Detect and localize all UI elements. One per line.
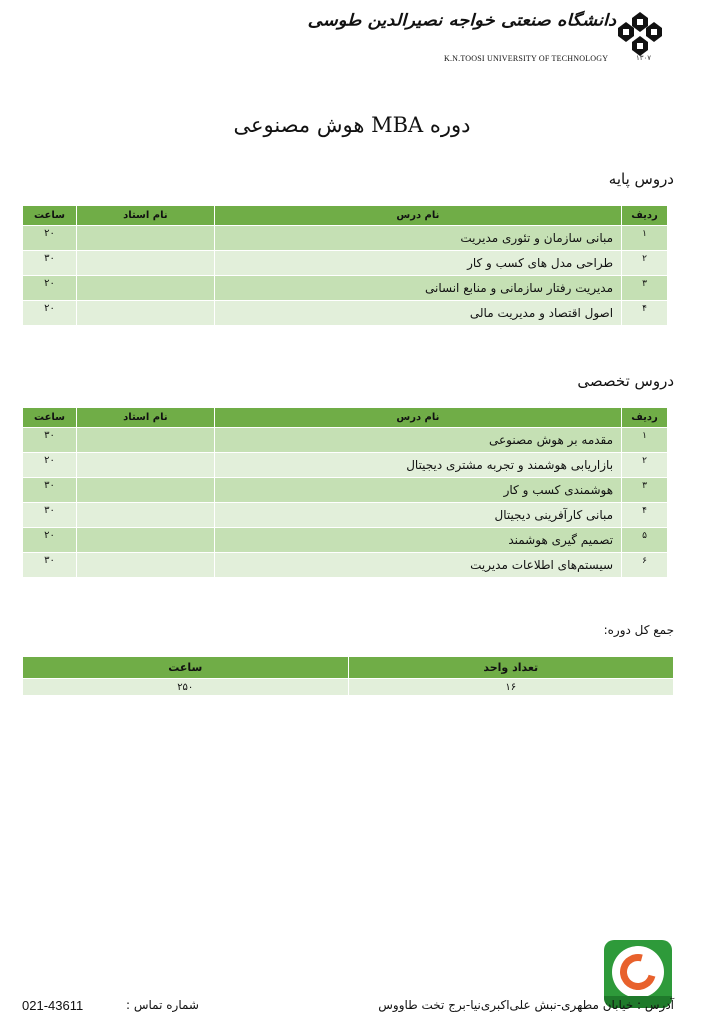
- row-number: ۱: [622, 226, 668, 251]
- header-total-hours: ساعت: [23, 657, 349, 679]
- teacher-name: [76, 503, 214, 528]
- course-name: بازاریابی هوشمند و تجربه مشتری دیجیتال: [214, 453, 621, 478]
- basic-courses-table: [22, 205, 668, 326]
- table-row: [23, 251, 668, 276]
- row-number: ۳: [622, 478, 668, 503]
- row-number: ۲: [622, 251, 668, 276]
- course-name: هوشمندی کسب و کار: [214, 478, 621, 503]
- teacher-name: [76, 276, 214, 301]
- course-hours: ۲۰: [23, 301, 77, 326]
- course-name: طراحی مدل های کسب و کار: [214, 251, 621, 276]
- header-hours: ساعت: [23, 408, 77, 428]
- header-teacher: نام استاد: [76, 408, 214, 428]
- row-number: ۳: [622, 276, 668, 301]
- table-row: [23, 453, 668, 478]
- course-name: مدیریت رفتار سازمانی و منابع انسانی: [214, 276, 621, 301]
- table-row: [23, 478, 668, 503]
- footer: [22, 998, 674, 1018]
- row-number: ۲: [622, 453, 668, 478]
- university-header: [307, 8, 698, 64]
- table-row: [23, 276, 668, 301]
- header-course-name: نام درس: [214, 206, 621, 226]
- header-teacher: نام استاد: [76, 206, 214, 226]
- course-hours: ۲۰: [23, 226, 77, 251]
- university-name-en: K.N.TOOSI UNIVERSITY OF TECHNOLOGY: [444, 54, 609, 63]
- row-number: ۱: [622, 428, 668, 453]
- specialized-courses-table: [22, 407, 668, 578]
- row-number: ۶: [622, 553, 668, 578]
- table-row: [23, 553, 668, 578]
- address: آدرس : خیابان مطهری-نبش علی‌اکبری‌نیا-برج تخت طاووس: [378, 998, 674, 1012]
- table-row: [23, 528, 668, 553]
- page-title: دوره MBA هوش مصنوعی: [233, 113, 471, 137]
- table-row: [23, 679, 674, 696]
- course-name: سیستم‌های اطلاعات مدیریت: [214, 553, 621, 578]
- phone-label: شماره تماس :: [126, 998, 199, 1012]
- table-row: [23, 226, 668, 251]
- basic-courses-title: دروس پایه: [608, 170, 674, 188]
- course-hours: ۲۰: [23, 528, 77, 553]
- university-name-script: دانشگاه صنعتی خواجه نصیرالدین طوسی: [307, 11, 616, 30]
- phone-number: 021-43611: [22, 998, 84, 1013]
- table-header-row: [23, 657, 674, 679]
- founded-year: ۱۳۰۷: [636, 54, 652, 62]
- teacher-name: [76, 553, 214, 578]
- teacher-name: [76, 453, 214, 478]
- course-hours: ۳۰: [23, 503, 77, 528]
- course-name: مبانی سازمان و تئوری مدیریت: [214, 226, 621, 251]
- course-total-table: [22, 656, 674, 696]
- teacher-name: [76, 478, 214, 503]
- teacher-name: [76, 301, 214, 326]
- specialized-courses-title: دروس تخصصی: [577, 372, 674, 390]
- course-name: مبانی کارآفرینی دیجیتال: [214, 503, 621, 528]
- table-row: [23, 503, 668, 528]
- total-units-value: ۱۶: [348, 679, 673, 696]
- table-row: [23, 428, 668, 453]
- university-logo-text: [307, 10, 616, 63]
- table-row: [23, 301, 668, 326]
- course-name: اصول اقتصاد و مدیریت مالی: [214, 301, 621, 326]
- header-hours: ساعت: [23, 206, 77, 226]
- row-number: ۵: [622, 528, 668, 553]
- course-hours: ۳۰: [23, 553, 77, 578]
- teacher-name: [76, 428, 214, 453]
- teacher-name: [76, 226, 214, 251]
- course-total-label: جمع کل دوره:: [603, 623, 674, 637]
- course-hours: ۳۰: [23, 428, 77, 453]
- table-header-row: [23, 206, 668, 226]
- table-header-row: [23, 408, 668, 428]
- course-name: مقدمه بر هوش مصنوعی: [214, 428, 621, 453]
- header-row-number: ردیف: [622, 206, 668, 226]
- course-name: تصمیم گیری هوشمند: [214, 528, 621, 553]
- university-emblem-icon: [616, 10, 664, 58]
- row-number: ۴: [622, 301, 668, 326]
- course-hours: ۲۰: [23, 453, 77, 478]
- course-hours: ۳۰: [23, 251, 77, 276]
- course-hours: ۲۰: [23, 276, 77, 301]
- course-hours: ۳۰: [23, 478, 77, 503]
- total-hours-value: ۲۵۰: [23, 679, 349, 696]
- teacher-name: [76, 251, 214, 276]
- header-course-name: نام درس: [214, 408, 621, 428]
- header-row-number: ردیف: [622, 408, 668, 428]
- teacher-name: [76, 528, 214, 553]
- header-units: تعداد واحد: [348, 657, 673, 679]
- row-number: ۴: [622, 503, 668, 528]
